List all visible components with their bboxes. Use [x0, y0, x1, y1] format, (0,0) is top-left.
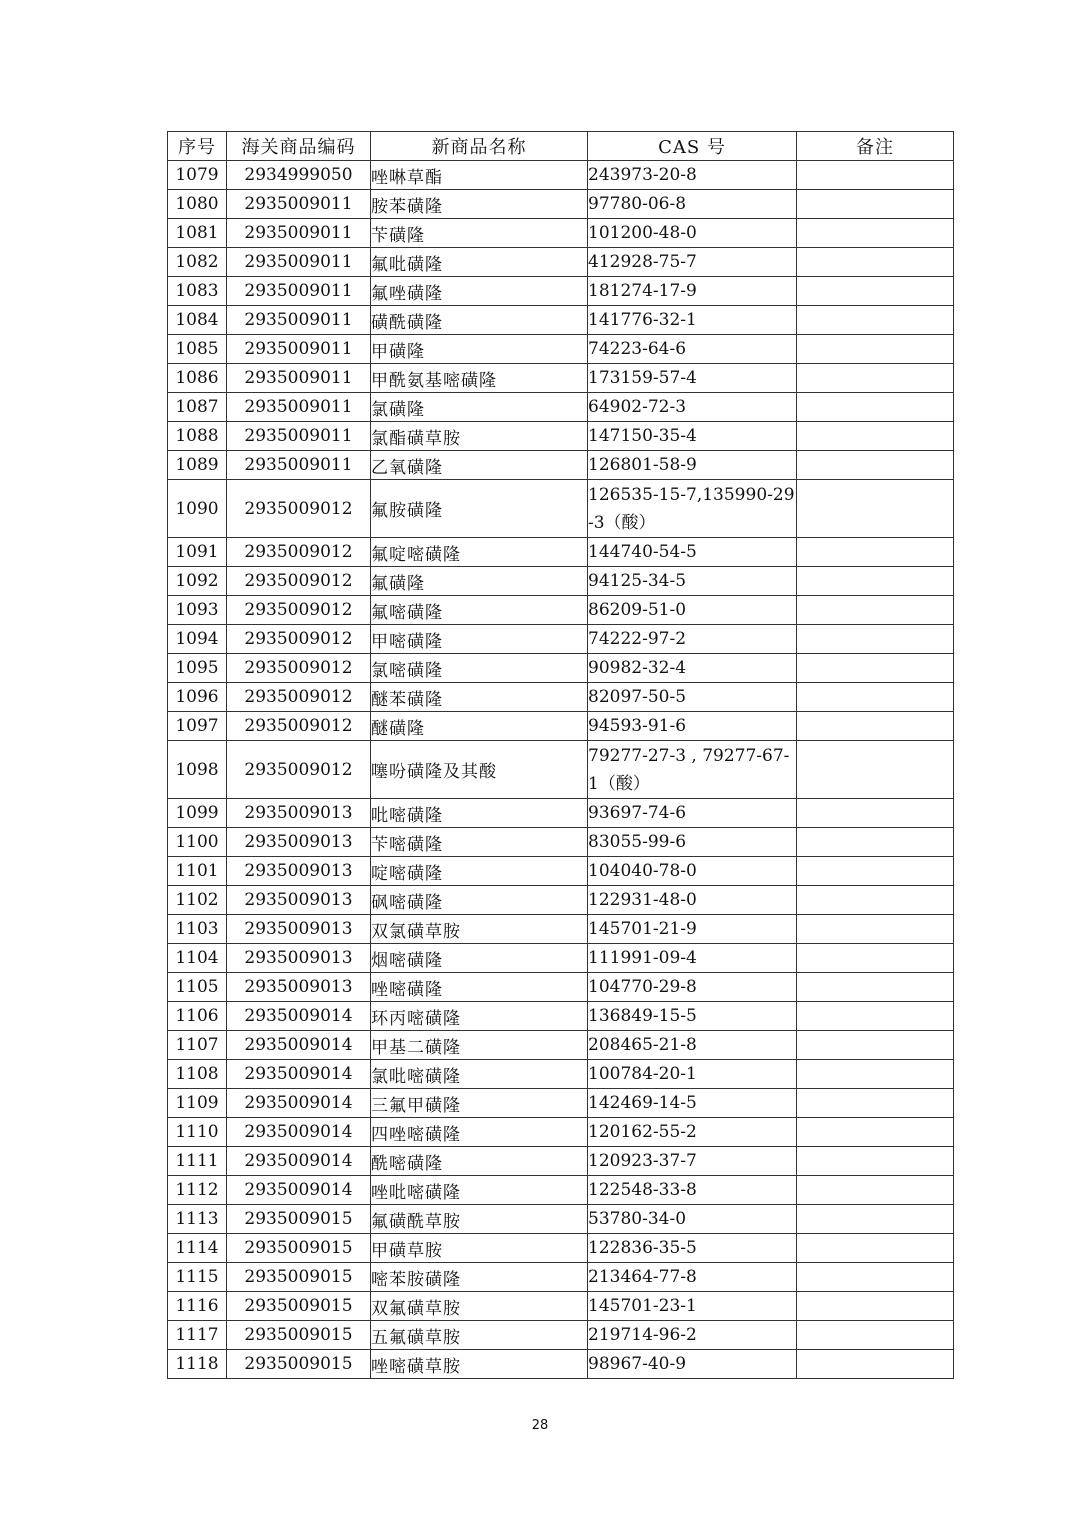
- cell-customs-code: 2935009012: [227, 596, 371, 625]
- cell-product-name: 唑吡嘧磺隆: [371, 1176, 588, 1205]
- table-row: [168, 335, 954, 364]
- cell-remarks: [797, 1205, 954, 1234]
- cell-cas-number: 208465-21-8: [588, 1031, 797, 1060]
- table-row: [168, 828, 954, 857]
- table-row: [168, 364, 954, 393]
- cell-product-name: 氟磺隆: [371, 567, 588, 596]
- cell-customs-code: 2934999050: [227, 161, 371, 190]
- cell-product-name: 氟啶嘧磺隆: [371, 538, 588, 567]
- cell-remarks: [797, 828, 954, 857]
- cell-customs-code: 2935009014: [227, 1031, 371, 1060]
- table-row: [168, 1321, 954, 1350]
- cell-cas-number: 144740-54-5: [588, 538, 797, 567]
- cell-seq: 1118: [168, 1350, 227, 1379]
- cell-customs-code: 2935009014: [227, 1060, 371, 1089]
- cell-seq: 1079: [168, 161, 227, 190]
- cell-seq: 1100: [168, 828, 227, 857]
- cell-customs-code: 2935009013: [227, 944, 371, 973]
- table-row: [168, 161, 954, 190]
- cell-remarks: [797, 944, 954, 973]
- table-row: [168, 857, 954, 886]
- cell-remarks: [797, 973, 954, 1002]
- cell-seq: 1106: [168, 1002, 227, 1031]
- cell-product-name: 烟嘧磺隆: [371, 944, 588, 973]
- cell-customs-code: 2935009011: [227, 219, 371, 248]
- table-row: [168, 654, 954, 683]
- cell-remarks: [797, 683, 954, 712]
- cell-seq: 1096: [168, 683, 227, 712]
- cell-product-name: 甲酰氨基嘧磺隆: [371, 364, 588, 393]
- cell-remarks: [797, 625, 954, 654]
- cell-remarks: [797, 596, 954, 625]
- cell-remarks: [797, 1234, 954, 1263]
- cell-cas-number: 145701-23-1: [588, 1292, 797, 1321]
- cell-product-name: 酰嘧磺隆: [371, 1147, 588, 1176]
- table-row: [168, 1176, 954, 1205]
- cell-customs-code: 2935009012: [227, 567, 371, 596]
- table-row: [168, 306, 954, 335]
- cell-seq: 1104: [168, 944, 227, 973]
- cell-seq: 1101: [168, 857, 227, 886]
- cell-customs-code: 2935009011: [227, 393, 371, 422]
- cell-seq: 1090: [168, 480, 227, 538]
- cell-seq: 1109: [168, 1089, 227, 1118]
- cell-cas-number: 122836-35-5: [588, 1234, 797, 1263]
- cell-remarks: [797, 393, 954, 422]
- cell-remarks: [797, 1002, 954, 1031]
- cell-product-name: 苄磺隆: [371, 219, 588, 248]
- cell-seq: 1117: [168, 1321, 227, 1350]
- cell-remarks: [797, 1118, 954, 1147]
- table-row: [168, 1089, 954, 1118]
- cell-customs-code: 2935009015: [227, 1263, 371, 1292]
- cell-remarks: [797, 335, 954, 364]
- cell-cas-number: 94593-91-6: [588, 712, 797, 741]
- cell-seq: 1080: [168, 190, 227, 219]
- cell-cas-number: 173159-57-4: [588, 364, 797, 393]
- cell-cas-number: 122548-33-8: [588, 1176, 797, 1205]
- cell-cas-number: 90982-32-4: [588, 654, 797, 683]
- cell-product-name: 氯磺隆: [371, 393, 588, 422]
- cell-cas-number: 122931-48-0: [588, 886, 797, 915]
- cell-remarks: [797, 277, 954, 306]
- cell-seq: 1114: [168, 1234, 227, 1263]
- cell-remarks: [797, 857, 954, 886]
- cell-cas-number: 243973-20-8: [588, 161, 797, 190]
- table-row: [168, 422, 954, 451]
- cell-remarks: [797, 1031, 954, 1060]
- cell-cas-number: 111991-09-4: [588, 944, 797, 973]
- cell-cas-number: 101200-48-0: [588, 219, 797, 248]
- table-row: [168, 973, 954, 1002]
- cell-cas-number: 86209-51-0: [588, 596, 797, 625]
- cell-product-name: 甲磺草胺: [371, 1234, 588, 1263]
- cell-product-name: 噻吩磺隆及其酸: [371, 741, 588, 799]
- cell-customs-code: 2935009012: [227, 741, 371, 799]
- cell-product-name: 乙氧磺隆: [371, 451, 588, 480]
- table-row: [168, 915, 954, 944]
- cell-remarks: [797, 799, 954, 828]
- cell-seq: 1097: [168, 712, 227, 741]
- cell-product-name: 四唑嘧磺隆: [371, 1118, 588, 1147]
- cell-customs-code: 2935009014: [227, 1002, 371, 1031]
- cell-cas-number: 79277-27-3 , 79277-67-1（酸）: [588, 741, 797, 799]
- cell-customs-code: 2935009011: [227, 364, 371, 393]
- cell-customs-code: 2935009013: [227, 799, 371, 828]
- cell-product-name: 胺苯磺隆: [371, 190, 588, 219]
- product-table: [167, 131, 954, 1379]
- cell-cas-number: 126535-15-7,135990-29-3（酸）: [588, 480, 797, 538]
- table-row: [168, 1205, 954, 1234]
- table-row: [168, 712, 954, 741]
- cell-cas-number: 147150-35-4: [588, 422, 797, 451]
- cell-seq: 1082: [168, 248, 227, 277]
- cell-customs-code: 2935009012: [227, 538, 371, 567]
- cell-cas-number: 120923-37-7: [588, 1147, 797, 1176]
- cell-seq: 1092: [168, 567, 227, 596]
- table-row: [168, 480, 954, 538]
- cell-cas-number: 53780-34-0: [588, 1205, 797, 1234]
- cell-cas-number: 213464-77-8: [588, 1263, 797, 1292]
- cell-remarks: [797, 538, 954, 567]
- cell-cas-number: 104770-29-8: [588, 973, 797, 1002]
- cell-seq: 1087: [168, 393, 227, 422]
- table-row: [168, 1002, 954, 1031]
- cell-seq: 1108: [168, 1060, 227, 1089]
- cell-cas-number: 83055-99-6: [588, 828, 797, 857]
- table-row: [168, 886, 954, 915]
- cell-customs-code: 2935009011: [227, 248, 371, 277]
- cell-product-name: 双氯磺草胺: [371, 915, 588, 944]
- cell-product-name: 吡嘧磺隆: [371, 799, 588, 828]
- cell-remarks: [797, 306, 954, 335]
- cell-cas-number: 145701-21-9: [588, 915, 797, 944]
- cell-seq: 1111: [168, 1147, 227, 1176]
- cell-cas-number: 74223-64-6: [588, 335, 797, 364]
- cell-product-name: 氯嘧磺隆: [371, 654, 588, 683]
- cell-remarks: [797, 1176, 954, 1205]
- table-row: [168, 248, 954, 277]
- cell-seq: 1095: [168, 654, 227, 683]
- cell-customs-code: 2935009011: [227, 277, 371, 306]
- header-remarks: 备注: [797, 132, 954, 161]
- cell-customs-code: 2935009014: [227, 1089, 371, 1118]
- cell-seq: 1102: [168, 886, 227, 915]
- header-seq: 序号: [168, 132, 227, 161]
- cell-seq: 1115: [168, 1263, 227, 1292]
- cell-cas-number: 82097-50-5: [588, 683, 797, 712]
- cell-remarks: [797, 364, 954, 393]
- cell-remarks: [797, 1060, 954, 1089]
- cell-seq: 1110: [168, 1118, 227, 1147]
- cell-cas-number: 64902-72-3: [588, 393, 797, 422]
- table-row: [168, 1031, 954, 1060]
- table-row: [168, 1147, 954, 1176]
- cell-product-name: 三氟甲磺隆: [371, 1089, 588, 1118]
- cell-customs-code: 2935009013: [227, 886, 371, 915]
- cell-cas-number: 142469-14-5: [588, 1089, 797, 1118]
- cell-remarks: [797, 219, 954, 248]
- cell-cas-number: 181274-17-9: [588, 277, 797, 306]
- table-row: [168, 393, 954, 422]
- table-row: [168, 596, 954, 625]
- cell-seq: 1107: [168, 1031, 227, 1060]
- cell-customs-code: 2935009011: [227, 335, 371, 364]
- cell-customs-code: 2935009014: [227, 1118, 371, 1147]
- cell-remarks: [797, 886, 954, 915]
- cell-product-name: 磺酰磺隆: [371, 306, 588, 335]
- cell-cas-number: 74222-97-2: [588, 625, 797, 654]
- cell-product-name: 氯吡嘧磺隆: [371, 1060, 588, 1089]
- cell-product-name: 醚苯磺隆: [371, 683, 588, 712]
- cell-cas-number: 100784-20-1: [588, 1060, 797, 1089]
- header-product-name: 新商品名称: [371, 132, 588, 161]
- table-row: [168, 683, 954, 712]
- cell-customs-code: 2935009013: [227, 857, 371, 886]
- cell-customs-code: 2935009015: [227, 1292, 371, 1321]
- cell-customs-code: 2935009015: [227, 1234, 371, 1263]
- cell-seq: 1105: [168, 973, 227, 1002]
- cell-remarks: [797, 712, 954, 741]
- cell-seq: 1098: [168, 741, 227, 799]
- cell-product-name: 砜嘧磺隆: [371, 886, 588, 915]
- table-row: [168, 625, 954, 654]
- cell-product-name: 苄嘧磺隆: [371, 828, 588, 857]
- cell-seq: 1099: [168, 799, 227, 828]
- cell-product-name: 唑嘧磺隆: [371, 973, 588, 1002]
- cell-customs-code: 2935009015: [227, 1350, 371, 1379]
- cell-cas-number: 98967-40-9: [588, 1350, 797, 1379]
- table-row: [168, 277, 954, 306]
- cell-product-name: 唑嘧磺草胺: [371, 1350, 588, 1379]
- cell-remarks: [797, 161, 954, 190]
- cell-seq: 1089: [168, 451, 227, 480]
- cell-remarks: [797, 654, 954, 683]
- table-row: [168, 799, 954, 828]
- table-body: [168, 161, 954, 1379]
- table-row: [168, 1118, 954, 1147]
- table-row: [168, 538, 954, 567]
- cell-product-name: 啶嘧磺隆: [371, 857, 588, 886]
- cell-customs-code: 2935009012: [227, 712, 371, 741]
- cell-product-name: 氟嘧磺隆: [371, 596, 588, 625]
- cell-product-name: 氟胺磺隆: [371, 480, 588, 538]
- cell-remarks: [797, 190, 954, 219]
- table-row: [168, 741, 954, 799]
- cell-remarks: [797, 567, 954, 596]
- cell-customs-code: 2935009012: [227, 480, 371, 538]
- cell-remarks: [797, 1147, 954, 1176]
- cell-customs-code: 2935009014: [227, 1176, 371, 1205]
- cell-product-name: 双氟磺草胺: [371, 1292, 588, 1321]
- table-header-row: [168, 132, 954, 161]
- cell-product-name: 甲基二磺隆: [371, 1031, 588, 1060]
- cell-customs-code: 2935009011: [227, 190, 371, 219]
- table-row: [168, 1350, 954, 1379]
- cell-product-name: 氟吡磺隆: [371, 248, 588, 277]
- cell-seq: 1094: [168, 625, 227, 654]
- cell-customs-code: 2935009014: [227, 1147, 371, 1176]
- cell-customs-code: 2935009013: [227, 828, 371, 857]
- cell-product-name: 氟唑磺隆: [371, 277, 588, 306]
- cell-seq: 1084: [168, 306, 227, 335]
- table-row: [168, 567, 954, 596]
- cell-seq: 1113: [168, 1205, 227, 1234]
- cell-cas-number: 93697-74-6: [588, 799, 797, 828]
- cell-customs-code: 2935009013: [227, 973, 371, 1002]
- cell-remarks: [797, 422, 954, 451]
- table-row: [168, 1060, 954, 1089]
- table-row: [168, 451, 954, 480]
- cell-remarks: [797, 1089, 954, 1118]
- cell-customs-code: 2935009012: [227, 625, 371, 654]
- cell-seq: 1083: [168, 277, 227, 306]
- cell-remarks: [797, 451, 954, 480]
- table-row: [168, 219, 954, 248]
- cell-seq: 1085: [168, 335, 227, 364]
- cell-remarks: [797, 480, 954, 538]
- table-row: [168, 190, 954, 219]
- cell-remarks: [797, 1292, 954, 1321]
- cell-seq: 1088: [168, 422, 227, 451]
- cell-product-name: 五氟磺草胺: [371, 1321, 588, 1350]
- table-row: [168, 1234, 954, 1263]
- cell-product-name: 氯酯磺草胺: [371, 422, 588, 451]
- cell-cas-number: 412928-75-7: [588, 248, 797, 277]
- cell-cas-number: 219714-96-2: [588, 1321, 797, 1350]
- cell-product-name: 唑啉草酯: [371, 161, 588, 190]
- cell-product-name: 甲嘧磺隆: [371, 625, 588, 654]
- cell-cas-number: 104040-78-0: [588, 857, 797, 886]
- cell-cas-number: 97780-06-8: [588, 190, 797, 219]
- cell-seq: 1112: [168, 1176, 227, 1205]
- cell-product-name: 氟磺酰草胺: [371, 1205, 588, 1234]
- cell-seq: 1086: [168, 364, 227, 393]
- cell-customs-code: 2935009011: [227, 422, 371, 451]
- cell-customs-code: 2935009012: [227, 654, 371, 683]
- cell-customs-code: 2935009011: [227, 451, 371, 480]
- header-customs-code: 海关商品编码: [227, 132, 371, 161]
- cell-product-name: 嘧苯胺磺隆: [371, 1263, 588, 1292]
- cell-product-name: 甲磺隆: [371, 335, 588, 364]
- cell-customs-code: 2935009012: [227, 683, 371, 712]
- cell-product-name: 环丙嘧磺隆: [371, 1002, 588, 1031]
- cell-remarks: [797, 248, 954, 277]
- cell-remarks: [797, 741, 954, 799]
- cell-customs-code: 2935009013: [227, 915, 371, 944]
- table-row: [168, 1263, 954, 1292]
- cell-seq: 1091: [168, 538, 227, 567]
- cell-cas-number: 126801-58-9: [588, 451, 797, 480]
- table-row: [168, 1292, 954, 1321]
- cell-remarks: [797, 1321, 954, 1350]
- header-cas-number: CAS 号: [588, 132, 797, 161]
- cell-seq: 1093: [168, 596, 227, 625]
- cell-seq: 1081: [168, 219, 227, 248]
- cell-remarks: [797, 1350, 954, 1379]
- cell-product-name: 醚磺隆: [371, 712, 588, 741]
- cell-customs-code: 2935009011: [227, 306, 371, 335]
- page-number: 28: [531, 1418, 549, 1433]
- cell-seq: 1103: [168, 915, 227, 944]
- cell-customs-code: 2935009015: [227, 1321, 371, 1350]
- cell-cas-number: 94125-34-5: [588, 567, 797, 596]
- cell-cas-number: 120162-55-2: [588, 1118, 797, 1147]
- cell-cas-number: 136849-15-5: [588, 1002, 797, 1031]
- cell-cas-number: 141776-32-1: [588, 306, 797, 335]
- cell-customs-code: 2935009015: [227, 1205, 371, 1234]
- cell-remarks: [797, 915, 954, 944]
- table-row: [168, 944, 954, 973]
- cell-remarks: [797, 1263, 954, 1292]
- cell-seq: 1116: [168, 1292, 227, 1321]
